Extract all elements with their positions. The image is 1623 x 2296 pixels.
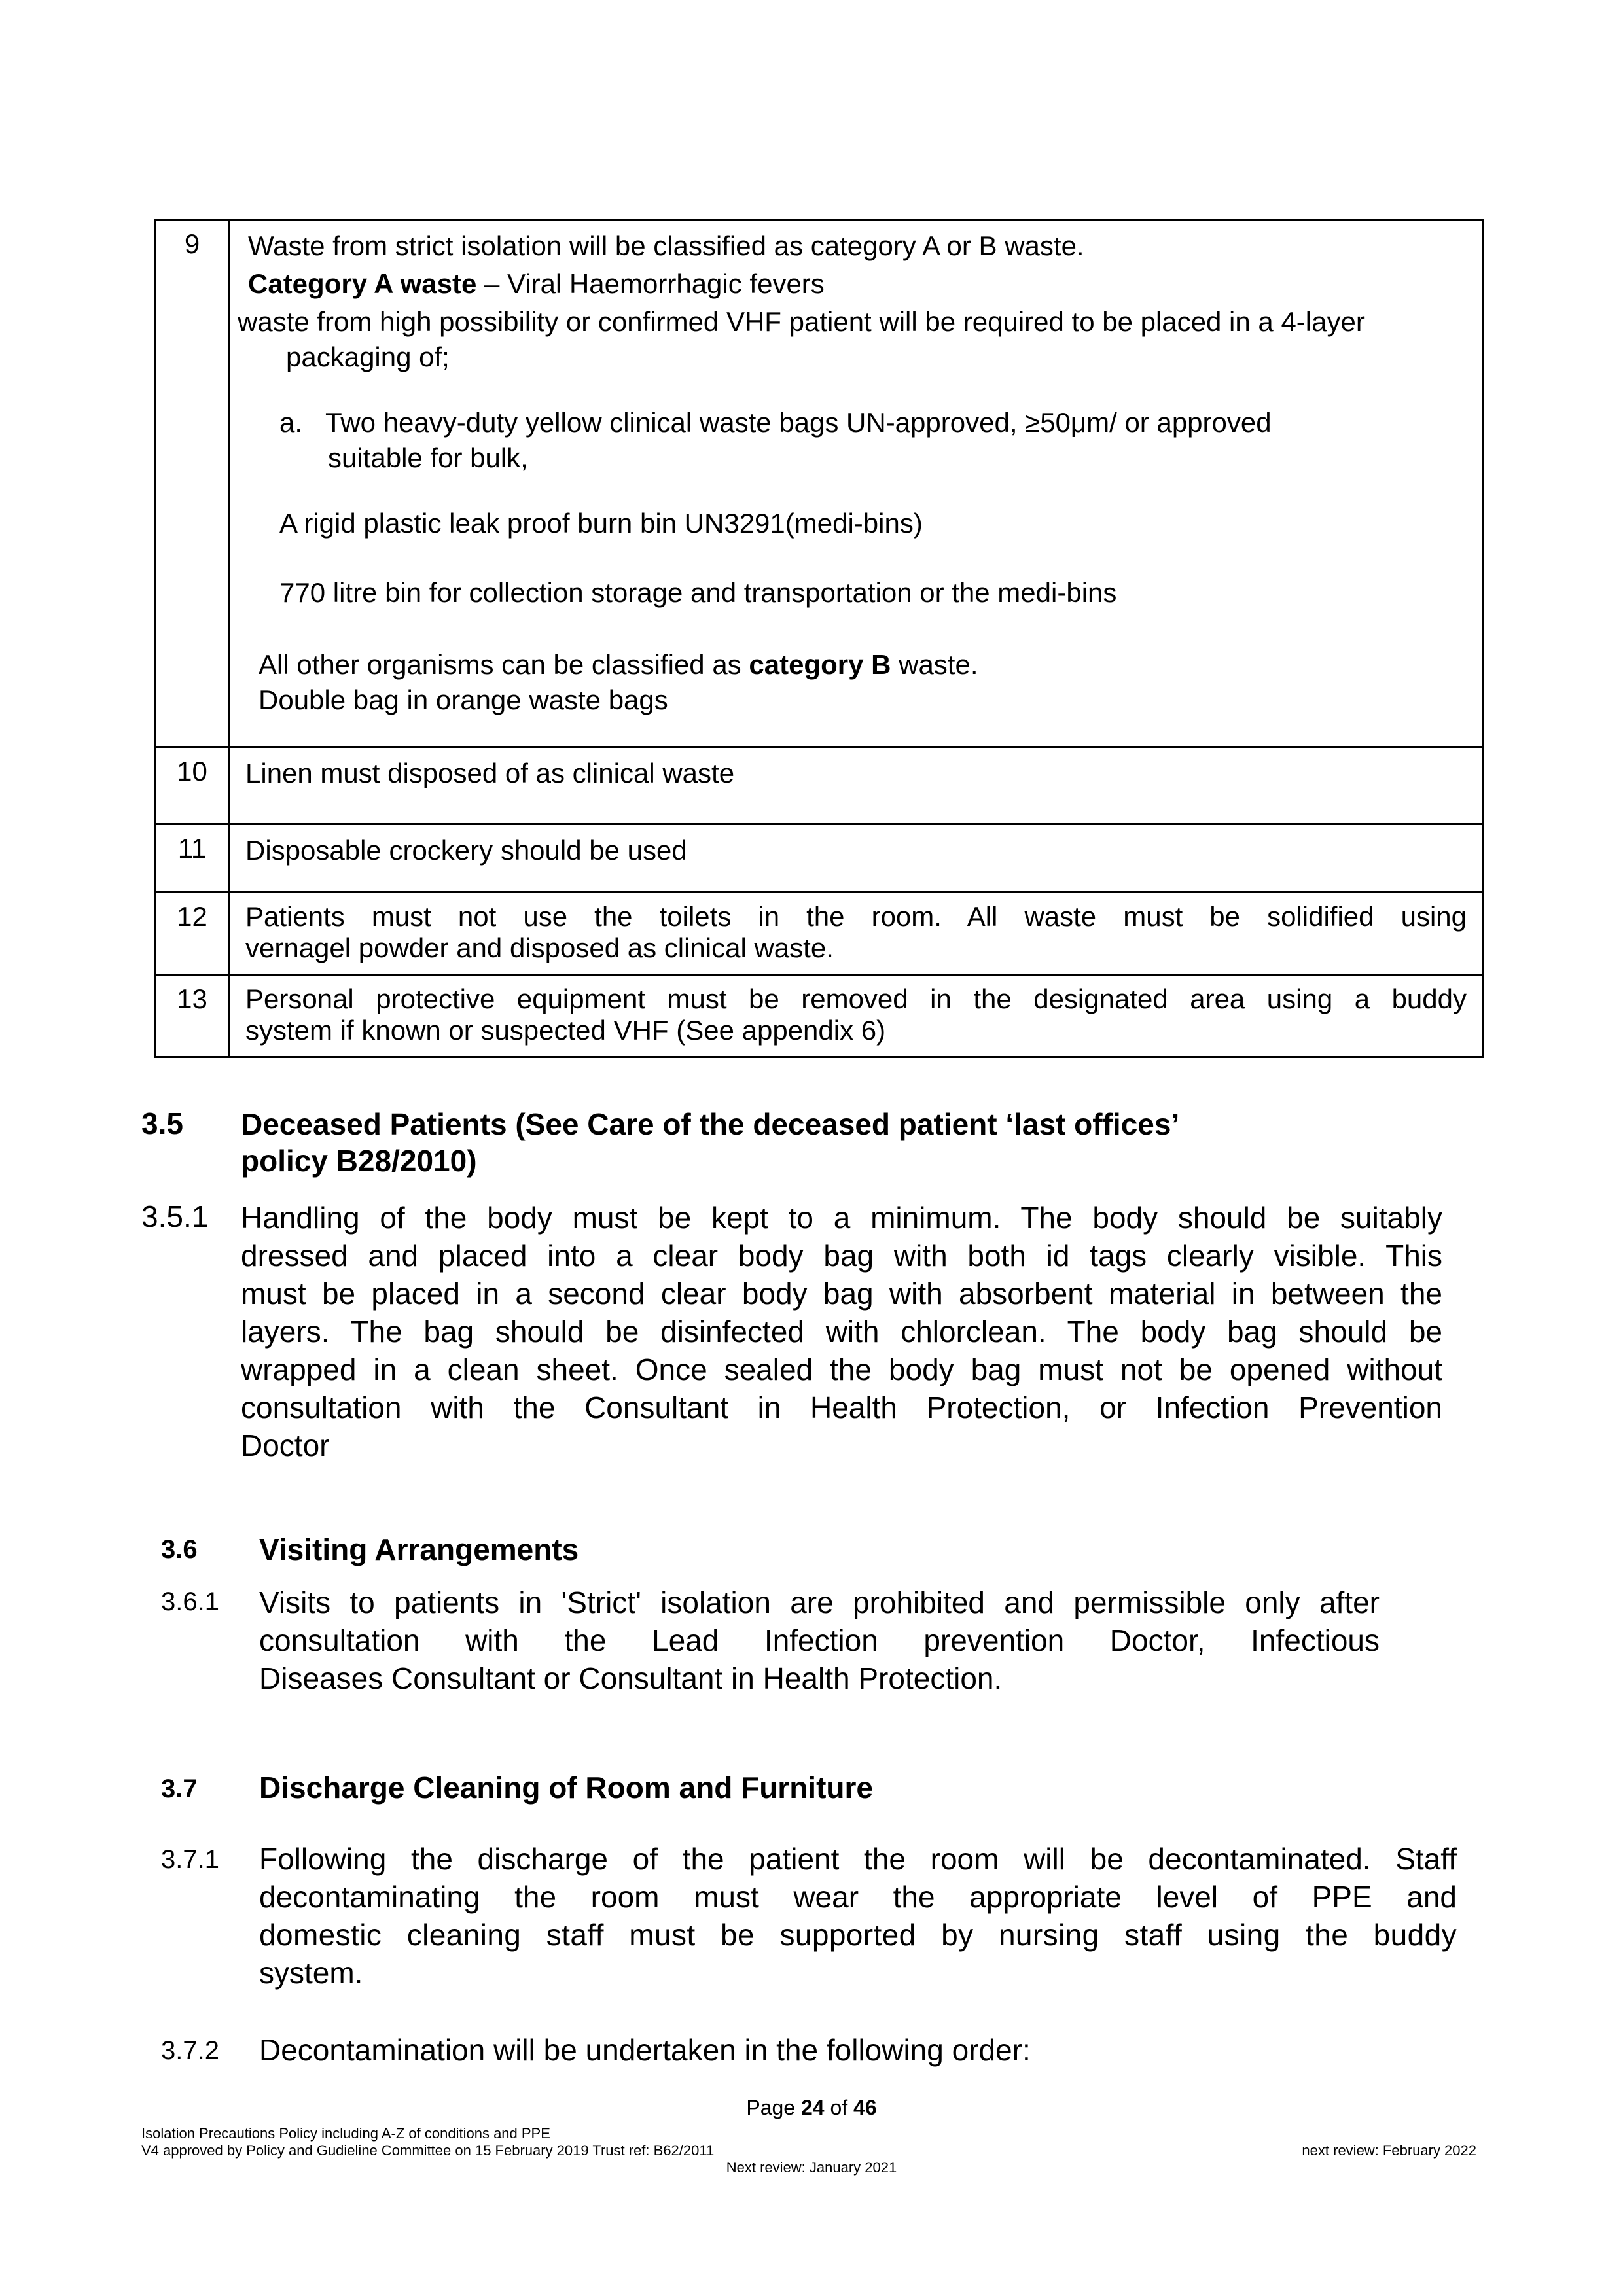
category-b-pre: All other organisms can be classified as: [259, 649, 749, 680]
category-b-line: [243, 647, 1467, 682]
category-a-desc: – Viral Haemorrhagic fevers: [476, 268, 825, 299]
item-a-line-2: suitable for bulk,: [328, 442, 528, 473]
row-13-line-2: system if known or suspected VHF (See appendix 6): [245, 1015, 886, 1046]
row-number: 10: [156, 748, 230, 823]
paragraph-number: 3.6.1: [161, 1587, 219, 1616]
paragraph-number: 3.7.1: [161, 1845, 219, 1874]
table-row: [156, 891, 1482, 974]
section-title: Visiting Arrangements: [259, 1532, 579, 1566]
waste-intro: Waste from strict isolation will be classified as category A or B waste.: [248, 230, 1084, 261]
page-indicator: [0, 2096, 1623, 2119]
category-a-label: Category A waste: [248, 268, 477, 299]
rigid-bin-line: A rigid plastic leak proof burn bin UN3291(medi-bins): [279, 508, 923, 539]
category-a-line: [243, 266, 1467, 302]
table-row: [156, 823, 1482, 891]
row-content: [230, 976, 1482, 1056]
page-total: 46: [853, 2096, 877, 2119]
page-of: of: [824, 2096, 854, 2119]
vhf-line-1: waste from high possibility or confirmed VHF patient will be required to be placed in a 4-layer: [238, 306, 1365, 337]
text-line: layers. The bag should be disinfected with chlorclean. The body bag should be: [241, 1315, 1442, 1349]
isolation-waste-table: [154, 219, 1484, 1058]
list-item: [243, 405, 1467, 476]
section-number: 3.5: [141, 1106, 183, 1140]
row-content: [230, 221, 1482, 746]
vhf-line-2: packaging of;: [286, 342, 450, 372]
text-line: Visits to patients in 'Strict' isolation are prohibited and permissible only after: [259, 1585, 1380, 1619]
row-12-line-2: vernagel powder and disposed as clinical waste.: [245, 932, 834, 963]
row-content: Linen must disposed of as clinical waste: [245, 758, 735, 788]
text-line: Handling of the body must be kept to a minimum. The body should be suitably: [241, 1201, 1442, 1235]
decontamination-order-line: Decontamination will be undertaken in the following order:: [259, 2033, 1031, 2067]
text-line: Doctor: [241, 1428, 330, 1462]
text-line: system.: [259, 1956, 363, 1990]
footer-approval: V4 approved by Policy and Gudieline Committee on 15 February 2019 Trust ref: B62/2011: [141, 2142, 715, 2159]
row-13-line-1: Personal protective equipment must be removed in the designated area using a buddy: [245, 983, 1467, 1014]
section-number: 3.7: [161, 1775, 198, 1803]
section-title-line-1: Deceased Patients (See Care of the deceased patient ‘last offices’: [241, 1107, 1180, 1141]
list-marker: a.: [279, 407, 303, 438]
footer-policy-title: Isolation Precautions Policy including A-Z of conditions and PPE: [141, 2125, 550, 2142]
section-number: 3.6: [161, 1535, 198, 1564]
discharge-cleaning-paragraph: [259, 1840, 1457, 1992]
row-12-line-1: Patients must not use the toilets in the room. All waste must be solidified using: [245, 901, 1467, 932]
text-line: domestic cleaning staff must be supported by nursing staff using the buddy: [259, 1918, 1457, 1952]
section-title: [241, 1106, 1484, 1179]
table-row: [156, 221, 1482, 746]
text-line: decontaminating the room must wear the appropriate level of PPE and: [259, 1880, 1457, 1914]
section-title: Discharge Cleaning of Room and Furniture: [259, 1771, 873, 1805]
paragraph-number: 3.7.2: [161, 2036, 219, 2065]
footer-next-review-center: Next review: January 2021: [726, 2159, 897, 2176]
table-row: [156, 974, 1482, 1056]
text-line: wrapped in a clean sheet. Once sealed the body bag must not be opened without: [241, 1352, 1442, 1386]
row-number: 9: [156, 221, 230, 746]
page-number: 24: [800, 2096, 825, 2119]
deceased-paragraph: [241, 1199, 1442, 1464]
text-line: must be placed in a second clear body bag with absorbent material in between the: [241, 1277, 1442, 1311]
item-a-line-1: Two heavy-duty yellow clinical waste bags UN-approved, ≥50μm/ or approved: [325, 407, 1272, 438]
row-number: 11: [156, 825, 230, 891]
visiting-paragraph: [259, 1583, 1380, 1697]
footer-next-review-right: next review: February 2022: [1302, 2142, 1476, 2159]
page-label: Page: [746, 2096, 801, 2119]
770-bin-line: 770 litre bin for collection storage and transportation or the medi-bins: [279, 577, 1117, 608]
row-number: 13: [156, 976, 230, 1056]
row-content: Disposable crockery should be used: [245, 835, 687, 866]
section-title-line-2: policy B28/2010): [241, 1144, 477, 1178]
text-line: consultation with the Consultant in Health Protection, or Infection Prevention: [241, 1390, 1442, 1424]
category-b-post: waste.: [891, 649, 978, 680]
row-number: 12: [156, 893, 230, 974]
text-line: Diseases Consultant or Consultant in Health Protection.: [259, 1661, 1003, 1695]
text-line: consultation with the Lead Infection prevention Doctor, Infectious: [259, 1623, 1380, 1657]
text-line: dressed and placed into a clear body bag with both id tags clearly visible. This: [241, 1239, 1442, 1273]
row-content: [230, 893, 1482, 974]
text-line: Following the discharge of the patient the room will be decontaminated. Staff: [259, 1842, 1457, 1876]
category-b-label: category B: [749, 649, 891, 680]
table-row: [156, 746, 1482, 823]
double-bag-line: Double bag in orange waste bags: [259, 684, 668, 715]
paragraph-number: 3.5.1: [141, 1199, 209, 1233]
